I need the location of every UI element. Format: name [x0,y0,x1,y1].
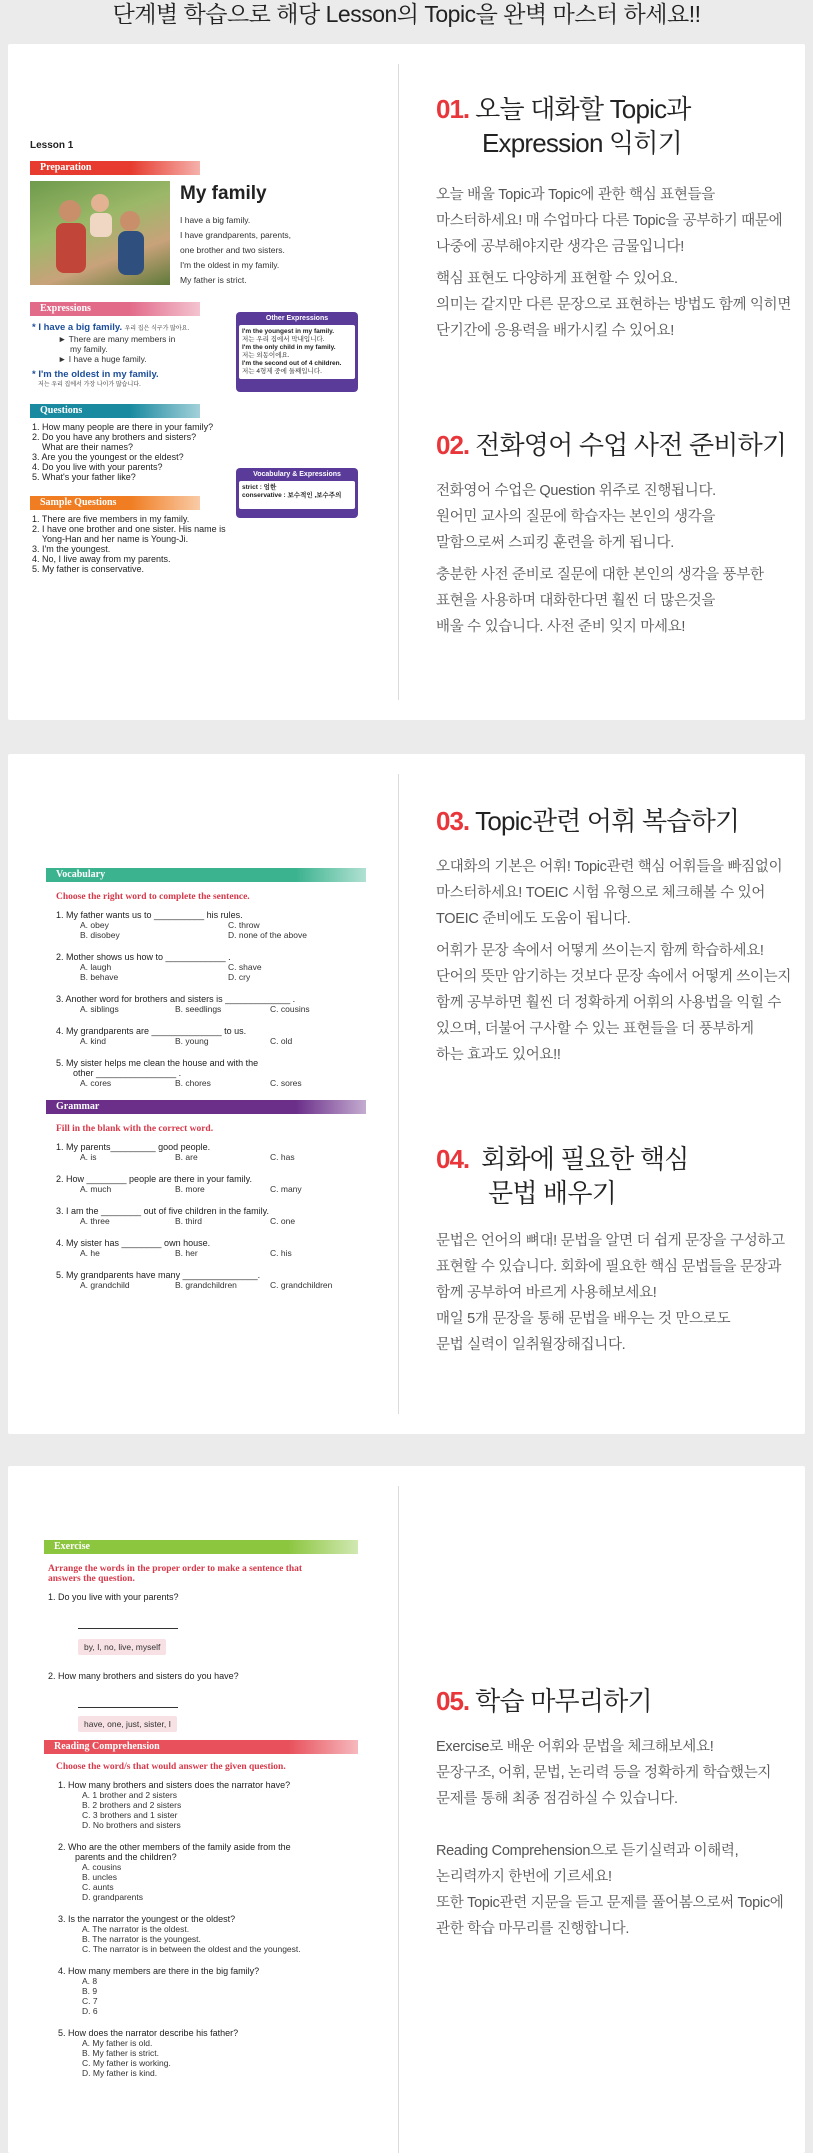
step-3-text: 단어의 뜻만 암기하는 것보다 문장 속에서 어떻게 쓰이는지 [436,969,792,985]
step-1-title-line2: Expression 익히기 [482,128,682,158]
vocab-box-title: Vocabulary & Expressions [253,471,341,478]
step-2-text: 전화영어 수업은 Question 위주로 진행됩니다. [436,483,716,499]
reading-label: Reading Comprehension [54,1741,160,1752]
grammar-label: Grammar [56,1101,100,1112]
grammar-option: B. grandchildren [175,1280,237,1290]
reading-option: B. 2 brothers and 2 sisters [82,1800,182,1810]
grammar-option: C. grandchildren [270,1280,333,1290]
step-3-text: 오대화의 기본은 어휘! Topic관련 핵심 어휘들을 빠짐없이 [436,859,783,875]
step-5-title-text: 학습 마무리하기 [475,1686,652,1716]
exercise-instruction: Arrange the words in the proper order to make a sentence that [48,1564,303,1574]
panel-divider [398,64,399,700]
question-line: 3. Are you the youngest or the eldest? [32,452,184,462]
exercise-label: Exercise [54,1541,90,1552]
exercise-question: 1. Do you live with your parents? [48,1592,179,1602]
intro-line: one brother and two sisters. [180,245,285,255]
expression-1-alt2: ► I have a huge family. [58,354,147,364]
grammar-option: C. has [270,1152,295,1162]
panel-divider [398,1486,399,2153]
step-1-text: 단기간에 응용력을 배가시킬 수 있어요! [436,323,674,339]
reading-option: D. 6 [82,2006,98,2016]
panel-step-5 [8,1466,805,2153]
reading-option: B. My father is strict. [82,2048,159,2058]
step-3-text: 어휘가 문장 속에서 어떻게 쓰이는지 함께 학습하세요! [436,943,764,959]
vocab-option: A. cores [80,1078,112,1088]
reading-option: A. cousins [82,1862,122,1872]
vocab-box-line: conservative : 보수적인 ,보수주의 [242,492,342,499]
grammar-option: A. grandchild [80,1280,130,1290]
vocab-option: C. cousins [270,1004,310,1014]
exercise-reading-sheet [44,1540,374,2078]
vocab-option: A. obey [80,920,109,930]
reading-question: 2. Who are the other members of the family aside from the [58,1842,291,1852]
reading-option: C. aunts [82,1882,114,1892]
reading-question: 4. How many members are there in the big family? [58,1966,260,1976]
panel-step-3-4 [8,754,805,1434]
expression-2-ko: 저는 우리 집에서 가장 나이가 많습니다. [38,382,141,388]
sample-line: 5. My father is conservative. [32,564,145,574]
sample-line: Yong-Han and her name is Young-Ji. [32,534,189,544]
step-4-number: 04. [436,1144,470,1174]
intro-line: I have a big family. [180,215,251,225]
expression-1-alt: ► There are many members in [58,334,176,344]
step-3-description [436,804,796,1068]
step-4-text: 문법 실력이 일취월장해집니다. [436,1337,626,1353]
other-expr-line: I'm the second out of 4 children. [242,360,342,367]
other-expressions-box [236,312,358,392]
step-4-title [436,1142,796,1176]
step-3-text: 함께 공부하면 훨씬 더 정확하게 어휘의 사용법을 익힐 수 [436,995,782,1011]
grammar-option: C. many [270,1184,302,1194]
reading-option: C. 7 [82,1996,98,2006]
vocab-question: 4. My grandparents are ______________ to us. [56,1026,247,1036]
intro-line: I'm the oldest in my family. [180,260,280,270]
vocab-question-cont: other ________________ . [73,1068,182,1078]
reading-instruction: Choose the word/s that would answer the given question. [56,1762,286,1772]
step-3-text: 있으며, 더불어 구사할 수 있는 표현들을 더 풍부하게 [436,1021,754,1037]
lesson-sheet-preview [30,140,370,574]
step-4-text: 매일 5개 문장을 통해 문법을 배우는 것 만으로도 [436,1311,731,1327]
vocabulary-instruction: Choose the right word to complete the sentence. [56,892,250,902]
vocab-option: D. cry [228,972,251,982]
reading-option: A. 1 brother and 2 sisters [82,1790,177,1800]
expressions-label: Expressions [40,303,91,314]
step-4-description [436,1142,796,1358]
step-4-text: 문법은 언어의 뼈대! 문법을 알면 더 쉽게 문장을 구성하고 [436,1233,785,1249]
question-line: 1. How many people are there in your family? [32,422,214,432]
reading-question: 5. How does the narrator describe his father? [58,2028,239,2038]
sample-line: 2. I have one brother and one sister. His name is [32,524,226,534]
other-expressions-title: Other Expressions [265,315,329,322]
sample-line: 1. There are five members in my family. [32,514,190,524]
step-3-title [436,804,796,838]
step-4-title-line2: 문법 배우기 [488,1178,617,1208]
vocabulary-label: Vocabulary [56,869,106,880]
reading-option: B. uncles [82,1872,117,1882]
expressions-header [30,302,200,316]
expression-1: * I have a big family. [32,322,123,333]
grammar-option: A. is [80,1152,97,1162]
reading-option: B. The narrator is the youngest. [82,1934,201,1944]
reading-option: A. My father is old. [82,2038,153,2048]
step-2-description [436,428,796,640]
grammar-instruction: Fill in the blank with the correct word. [56,1124,214,1134]
panel-step-1-2 [8,44,805,720]
question-line: 4. Do you live with your parents? [32,462,163,472]
reading-question: 1. How many brothers and sisters does the narrator have? [58,1780,291,1790]
step-1-text: 핵심 표현도 다양하게 표현할 수 있어요. [436,271,678,287]
vocab-option: B. young [175,1036,209,1046]
step-1-text: 나중에 공부해야지란 생각은 금물입니다! [436,239,684,255]
grammar-question: 5. My grandparents have many _______________. [56,1270,261,1280]
step-5-description [436,1684,796,1942]
step-4-text: 함께 공부하여 바르게 사용해보세요! [436,1285,657,1301]
vocab-option: B. disobey [80,930,120,940]
reading-question-cont: parents and the children? [75,1852,177,1862]
expression-1-ko: 우리 집은 식구가 많아요. [124,326,190,332]
step-2-text: 배울 수 있습니다. 사전 준비 잊지 마세요! [436,619,686,635]
vocab-option: B. behave [80,972,119,982]
other-expr-line: I'm the youngest in my family. [242,328,335,335]
panel-divider [398,774,399,1414]
other-expr-line: 저는 외동이에요. [242,352,290,359]
question-line: 2. Do you have any brothers and sisters? [32,432,197,442]
word-bank: by, I, no, live, myself [78,1639,166,1655]
sample-questions-header [30,496,200,510]
reading-option: D. No brothers and sisters [82,1820,181,1830]
grammar-option: B. third [175,1216,202,1226]
vocab-option: C. shave [228,962,262,972]
question-line: 5. What's your father like? [32,472,136,482]
vocab-option: C. sores [270,1078,302,1088]
vocab-question: 5. My sister helps me clean the house and with the [56,1058,259,1068]
step-3-number: 03. [436,806,470,836]
grammar-option: C. one [270,1216,296,1226]
reading-option: C. My father is working. [82,2058,171,2068]
grammar-option: C. his [270,1248,292,1258]
preparation-label: Preparation [40,162,92,173]
other-expr-line: 저는 4형제 중에 둘째입니다. [242,368,322,375]
step-3-text: 하는 효과도 있어요!! [436,1047,561,1063]
step-2-title [436,428,796,462]
sample-line: 4. No, I live away from my parents. [32,554,171,564]
step-2-text: 원어민 교사의 질문에 학습자는 본인의 생각을 [436,509,716,525]
family-photo-icon [30,181,170,285]
vocab-option: C. old [270,1036,293,1046]
step-2-text: 충분한 사전 준비로 질문에 대한 본인의 생각을 풍부한 [436,567,764,583]
vocab-question: 3. Another word for brothers and sisters is _____________ . [56,994,296,1004]
vocab-option: D. none of the above [228,930,307,940]
vocab-box-line: strict : 엄한 [242,484,277,491]
sample-line: 3. I'm the youngest. [32,544,111,554]
reading-question: 3. Is the narrator the youngest or the oldest? [58,1914,236,1924]
step-1-number: 01. [436,94,470,124]
vocab-option: A. kind [80,1036,106,1046]
reading-option: C. 3 brothers and 1 sister [82,1810,178,1820]
step-3-text: TOEIC 준비에도 도움이 됩니다. [436,911,631,927]
grammar-question: 2. How ________ people are there in your family. [56,1174,252,1184]
grammar-header [46,1100,366,1114]
preparation-header [30,161,200,175]
reading-header [44,1740,358,1754]
step-5-text: 논리력까지 한번에 기르세요! [436,1869,612,1885]
step-5-title [436,1684,796,1718]
vocab-option: C. throw [228,920,260,930]
sheet-title: My family [180,183,267,204]
vocab-option: A. laugh [80,962,112,972]
exercise-header [44,1540,358,1554]
grammar-option: B. more [175,1184,205,1194]
other-expr-line: 저는 우리 집에서 막내입니다. [242,336,325,343]
step-5-text: 또한 Topic관련 지문을 듣고 문제를 풀어봄으로써 Topic에 [436,1895,784,1911]
exercise-question: 2. How many brothers and sisters do you have? [48,1671,239,1681]
intro-line: My father is strict. [180,275,247,285]
vocab-grammar-sheet [46,868,376,1290]
grammar-question: 4. My sister has ________ own house. [56,1238,211,1248]
vocab-option: B. chores [175,1078,211,1088]
step-1-title-line: 오늘 대화할 Topic과 [475,94,691,124]
family-figures-icon [30,181,170,285]
step-2-text: 표현을 사용하며 대화한다면 훨씬 더 많은것을 [436,593,716,609]
step-4-title-line: 회화에 필요한 핵심 [481,1144,689,1174]
reading-option: B. 9 [82,1986,98,1996]
step-1-text: 의미는 같지만 다른 문장으로 표현하는 방법도 함께 익히면 [436,297,792,313]
exercise-instruction-cont: answers the question. [48,1574,135,1584]
reading-option: D. grandparents [82,1892,143,1902]
step-2-text: 말함으로써 스피킹 훈련을 하게 됩니다. [436,535,674,551]
step-1-title [436,92,796,126]
grammar-option: A. three [80,1216,110,1226]
reading-option: D. My father is kind. [82,2068,158,2078]
grammar-option: B. are [175,1152,198,1162]
grammar-option: A. he [80,1248,100,1258]
word-bank: have, one, just, sister, I [78,1716,177,1732]
step-5-text: Reading Comprehension으로 듣기실력과 이해력, [436,1843,739,1859]
intro-line: I have grandparents, parents, [180,230,292,240]
question-line: What are their names? [32,442,134,452]
step-1-text: 마스터하세요! 매 수업마다 다른 Topic을 공부하기 때문에 [436,213,783,229]
vocabulary-header [46,868,366,882]
vocab-question: 2. Mother shows us how to ____________ . [56,952,231,962]
reading-option: C. The narrator is in between the oldest and the youngest. [82,1944,301,1954]
step-3-text: 마스터하세요! TOEIC 시험 유형으로 체크해볼 수 있어 [436,885,766,901]
step-2-number: 02. [436,430,470,460]
step-5-text: Exercise로 배운 어휘와 문법을 체크해보세요! [436,1739,714,1755]
vocab-option: B. seedlings [175,1004,222,1014]
grammar-question: 3. I am the ________ out of five children in the family. [56,1206,269,1216]
lesson-label: Lesson 1 [30,140,74,151]
questions-label: Questions [40,405,83,416]
expression-1-alt-cont: my family. [70,344,108,354]
vocab-option: A. siblings [80,1004,119,1014]
step-4-text: 표현할 수 있습니다. 회화에 필요한 핵심 문법들을 문장과 [436,1259,782,1275]
grammar-option: A. much [80,1184,112,1194]
other-expr-line: I'm the only child in my family. [242,344,336,351]
questions-header [30,404,200,418]
reading-option: A. 8 [82,1976,98,1986]
expression-2: * I'm the oldest in my family. [32,369,159,380]
page-headline: 단계별 학습으로 해당 Lesson의 Topic을 완벽 마스터 하세요!! [112,1,701,27]
vocab-expressions-box [236,468,358,518]
step-5-text: 관한 학습 마무리를 진행합니다. [436,1921,630,1937]
step-5-text: 문장구조, 어휘, 문법, 논리력 등을 정확하게 학습했는지 [436,1765,772,1781]
vocab-question: 1. My father wants us to __________ his rules. [56,910,243,920]
step-3-title-text: Topic관련 어휘 복습하기 [475,806,740,836]
step-5-text: 문제를 통해 최종 점검하실 수 있습니다. [436,1791,678,1807]
step-5-number: 05. [436,1686,470,1716]
sample-questions-label: Sample Questions [40,497,117,508]
grammar-question: 1. My parents_________ good people. [56,1142,211,1152]
step-1-text: 오늘 배울 Topic과 Topic에 관한 핵심 표현들을 [436,187,715,203]
step-2-title-text: 전화영어 수업 사전 준비하기 [475,430,787,460]
answer-line [78,1707,178,1708]
grammar-option: B. her [175,1248,198,1258]
answer-line [78,1628,178,1629]
reading-option: A. The narrator is the oldest. [82,1924,190,1934]
step-1-description [436,92,796,344]
